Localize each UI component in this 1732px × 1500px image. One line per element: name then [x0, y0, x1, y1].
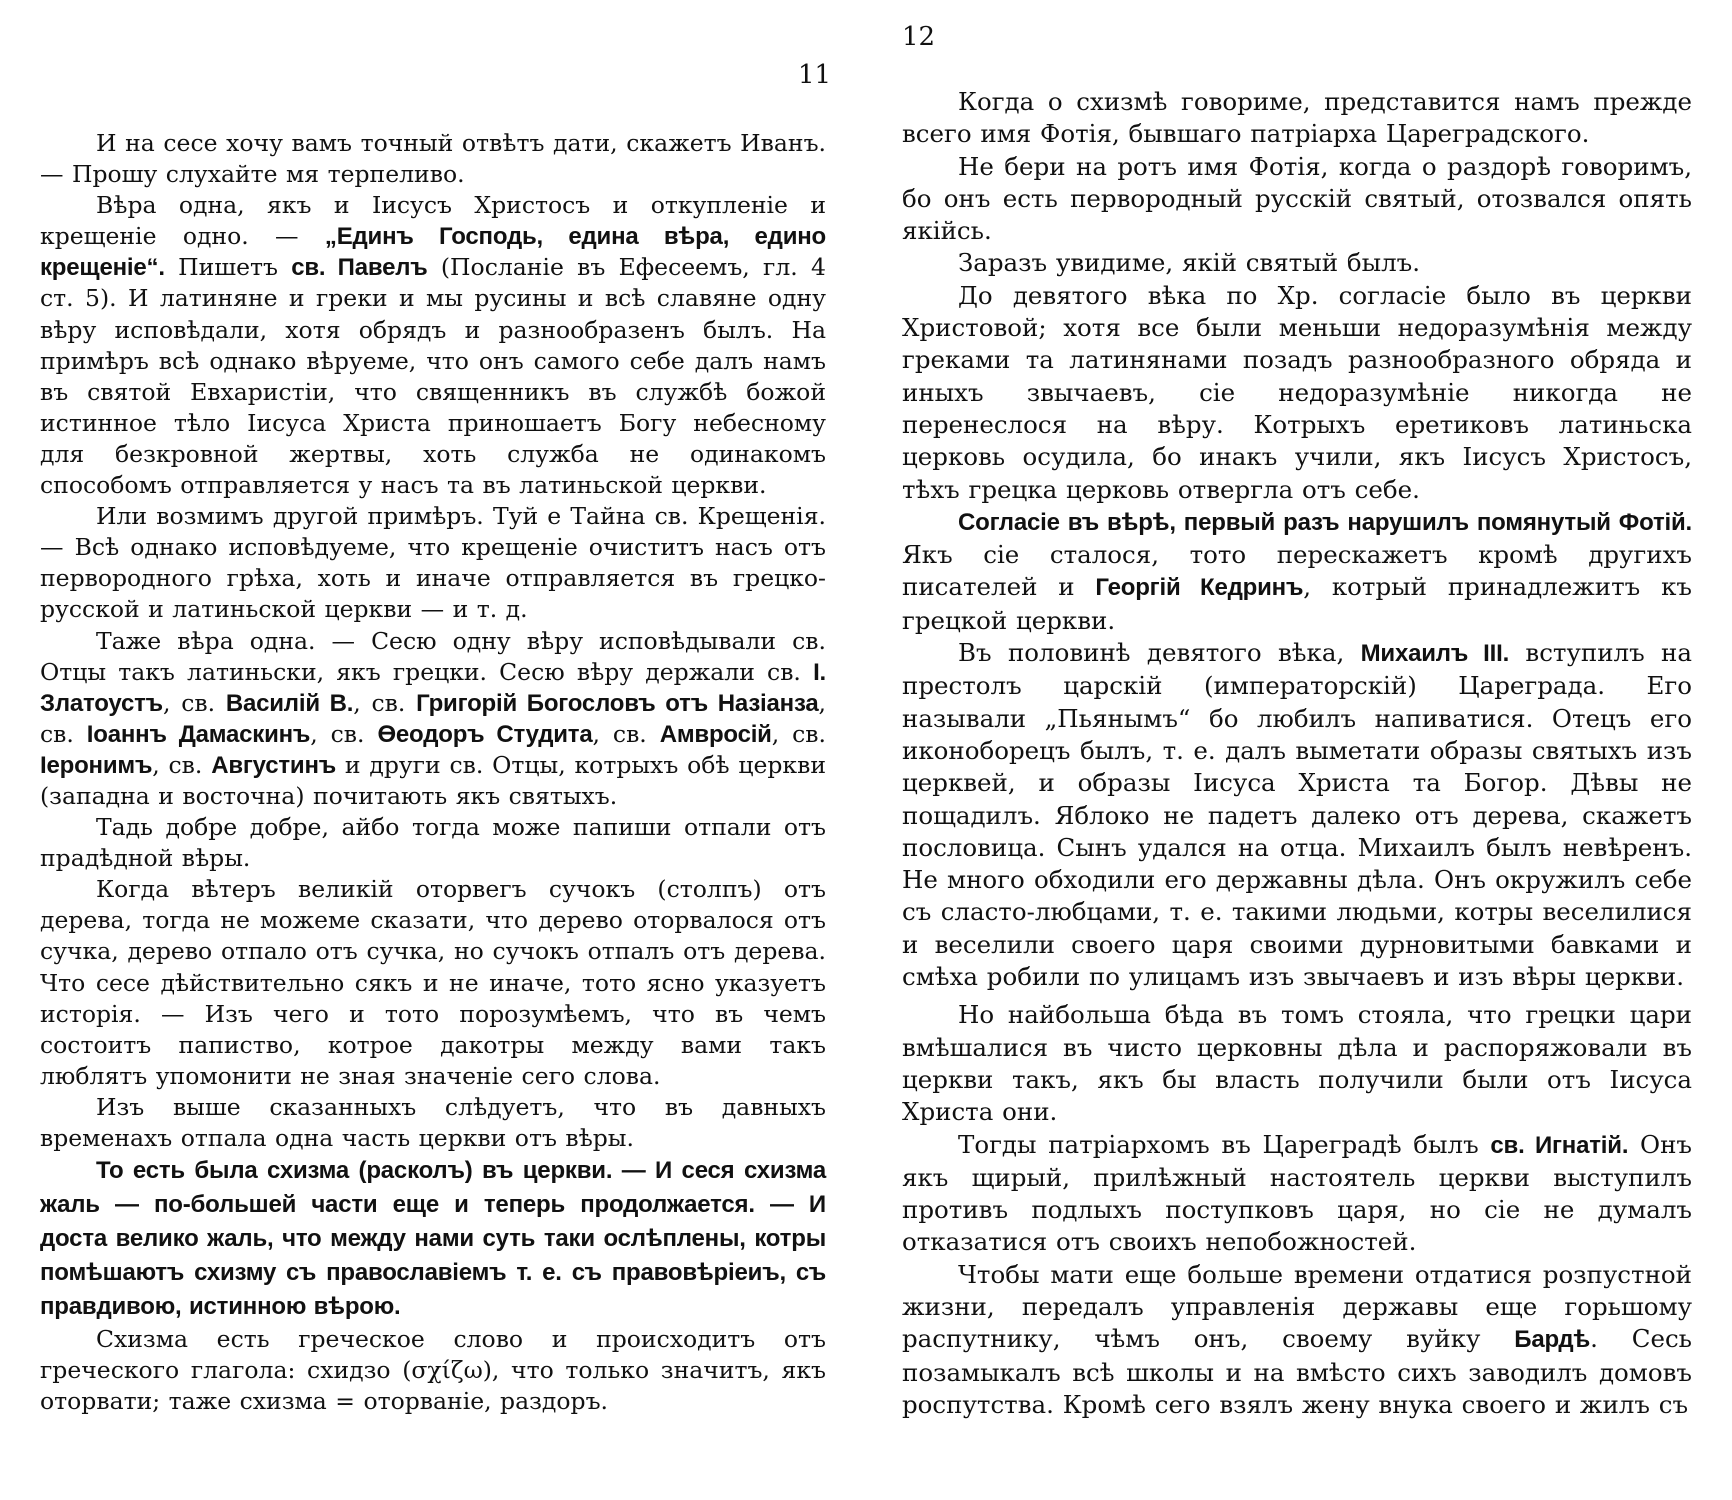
- text-segment: И на сесе хочу вамъ точный отвѣтъ дати, скажетъ Иванъ. — Прошу слухайте мя терпеливо.: [40, 129, 826, 189]
- bold-text: Георгій Кедринъ: [1095, 574, 1304, 602]
- bold-text: св. Игнатій.: [1490, 1131, 1629, 1159]
- paragraph: [902, 1129, 1692, 1259]
- bold-text: Iоаннъ Дамаскинъ: [86, 720, 311, 748]
- paragraph: [902, 999, 1692, 1128]
- bold-text: I. Златоустъ: [40, 658, 826, 717]
- text-segment: Таже вѣра одна. — Сесю одну вѣру исповѣдывали св. Отцы такъ латиньски, якъ грецки. Сесю вѣру держали св.: [40, 626, 826, 686]
- text-segment: , св.: [353, 688, 417, 717]
- text-segment: , св.: [40, 688, 827, 748]
- text-segment: Въ половинѣ девятого вѣка,: [958, 638, 1361, 668]
- text-segment: (Посланіе въ Ефесеемъ, гл. 4 ст. 5). И латиняне и греки и мы русины и всѣ славяне одну вѣру исповѣдали, хотя обрядъ и разнообразенъ былъ. На примѣръ всѣ однако вѣруеме, что онъ самого себе далъ намъ въ святой Евхаристіи, что священникъ въ службѣ божой истинное тѣло Iисуса Христа приношаетъ Богу небесному для безкровной жертвы, хоть служба не одинакомъ способомъ отправляется у насъ та въ латиньской церкви.: [40, 253, 826, 500]
- text-segment: То есть была схизма (расколъ) въ церкви. — И сеся схизма жаль — по-большей части еще и теперь продолжается. — И доста велико жаль, что между нами суть таки ослѣплены, котры помѣшаютъ схизму съ православіемъ т. е. съ правовѣріеиъ, съ правдивою, истинною вѣрою.: [40, 1157, 826, 1321]
- bold-text: Өеодоръ Студита: [377, 720, 593, 748]
- bold-text: Августинъ: [211, 751, 337, 779]
- paragraph: [40, 501, 826, 625]
- text-segment: , св.: [152, 750, 212, 779]
- text-segment: Схизма есть греческое слово и происходитъ отъ греческого глагола: схидзо (σχίζω), что только значитъ, якъ оторвати; таже схизма = оторваніе, раздоръ.: [40, 1325, 826, 1416]
- page-text: [40, 128, 826, 1417]
- paragraph: [902, 1259, 1692, 1421]
- text-segment: Вѣра одна, якъ и Iисусъ Христосъ и откупленіе и крещеніе одно. —: [40, 191, 826, 251]
- bold-text: Согласіе въ вѣрѣ, первый разъ нарушилъ помянутый Фотій.: [958, 508, 1692, 536]
- text-segment: Или возмимъ другой примѣръ. Туй е Тайна св. Крещенія. — Всѣ однако исповѣдуеме, что крещеніе очиститъ насъ отъ первородного грѣха, хоть и иначе отправляется въ грецко-русской и латиньской церкви — и т. д.: [40, 502, 826, 624]
- text-segment: , св.: [310, 719, 378, 748]
- paragraph: [40, 1154, 826, 1324]
- bold-text: Амвросій: [659, 720, 772, 748]
- text-segment: Но найбольша бѣда въ томъ стояла, что грецки цари вмѣшалися въ чисто церковны дѣла и распоряжовали въ церкви такъ, якъ бы власть получили были отъ Iисуса Христа они.: [902, 1000, 1692, 1127]
- text-segment: Якъ сіе сталося, тото перескажетъ кромѣ другихъ писателей и: [902, 540, 1692, 602]
- page-text: [902, 86, 1692, 1421]
- text-segment: , св.: [162, 688, 226, 717]
- text-segment: . Сесь позамыкалъ всѣ школы и на вмѣсто сихъ заводилъ домовъ роспутства. Кромѣ сего взялъ жену внука своего и жилъ съ: [902, 1324, 1693, 1419]
- text-segment: Когда о схизмѣ говориме, представится намъ прежде всего имя Фотія, бывшаго патріарха Цареградского.: [902, 87, 1692, 149]
- paragraph: [902, 86, 1692, 151]
- bold-text: Григорій Богословъ отъ Назіанза: [416, 689, 819, 717]
- page-number: 11: [798, 60, 832, 90]
- text-segment: Онъ якъ щирый, прилѣжный настоятель церкви выступилъ противъ подлыхъ поступковъ царя, но сіе не думалъ отказатися отъ своихъ непобожностей.: [902, 1129, 1692, 1257]
- bold-text: Iеронимъ: [40, 751, 153, 779]
- text-segment: и други св. Отцы, котрыхъ обѣ церкви (западна и восточна) почитають якъ святыхъ.: [40, 750, 826, 810]
- page-number: 12: [902, 22, 936, 52]
- text-segment: До девятого вѣка по Хр. согласіе было въ церкви Христовой; хотя все были меньши недоразумѣнія между греками та латинянами позадъ разнообразного обряда и иныхъ звычаевъ, сіе недоразумѣніе никогда не перенеслося на вѣру. Котрыхъ еретиковъ латиньска церковь осудила, бо инакъ учили, якъ Iисусъ Христосъ, тѣхъ грецка церковь отвергла отъ себе.: [902, 280, 1692, 504]
- paragraph: [40, 1324, 826, 1417]
- text-segment: Изъ выше сказанныхъ слѣдуетъ, что въ давныхъ временахъ отпала одна часть церкви отъ вѣры.: [40, 1092, 826, 1152]
- paragraph: [40, 812, 826, 874]
- text-segment: Не бери на ротъ имя Фотія, когда о раздорѣ говоримъ, бо онъ есть первородный русскій святый, отозвался опять якійсь.: [902, 151, 1692, 246]
- paragraph: [902, 280, 1692, 506]
- text-segment: , св.: [771, 719, 826, 748]
- text-segment: Заразъ увидиме, якій святый былъ.: [958, 248, 1421, 278]
- bold-text: Василій В.: [225, 689, 354, 717]
- paragraph: [40, 1092, 826, 1154]
- bold-text: Михаилъ III.: [1360, 640, 1510, 668]
- paragraph: [902, 637, 1692, 993]
- text-segment: Чтобы мати еще больше времени отдатися розпустной жизни, передалъ управленія державы еще горьшому распутнику, чѣмъ онъ, своему вуйку: [902, 1259, 1692, 1354]
- right-page: [866, 0, 1732, 1500]
- text-segment: вступилъ на престолъ царскій (императорскій) Цареграда. Его называли „Пьянымъ“ бо любилъ напиватися. Отецъ его иконоборецъ былъ, т. е. далъ выметати образы святыхъ изъ церквей, и образы Iисуса Христа та Богор. Дѣвы не пощадилъ. Яблоко не падетъ далеко отъ дерева, скажетъ пословица. Сынъ удался на отца. Михаилъ былъ невѣренъ. Не много обходили его державны дѣла. Онъ окружилъ себе съ сласто-любцами, т. е. такими людьми, котры веселилися и веселили своего царя своими дурновитыми бавками и смѣха робили по улицамъ изъ звычаевъ и изъ вѣры церкви.: [902, 638, 1692, 992]
- text-segment: Пишетъ: [164, 253, 292, 282]
- paragraph: [40, 874, 826, 1092]
- paragraph: [40, 190, 826, 501]
- paragraph: [902, 151, 1692, 248]
- paragraph: [902, 247, 1692, 279]
- text-segment: Тогды патріархомъ въ Цареградѣ былъ: [958, 1129, 1491, 1159]
- text-segment: Когда вѣтеръ великій оторвегъ сучокъ (столпъ) отъ дерева, тогда не можеме сказати, что дерево оторвалося отъ сучка, дерево отпало отъ сучка, но сучокъ отпалъ отъ дерева. Что сесе дѣйствительно сякъ и не иначе, тото ясно указуетъ исторія. — Изъ чего и тото порозумѣемъ, что въ чемъ состоитъ папиство, котрое дакотры между вами такъ люблятъ упомонити не зная значеніе сего слова.: [40, 875, 826, 1090]
- bold-text: „Единъ Господь, едина вѣра, едино крещеніе“.: [40, 223, 827, 282]
- paragraph: [40, 128, 826, 190]
- text-segment: , котрый принадлежитъ къ грецкой церкви.: [902, 572, 1692, 635]
- text-segment: Тадь добре добре, айбо тогда може папиши отпали отъ прадѣдной вѣры.: [40, 813, 826, 873]
- bold-text: св. Павелъ: [291, 254, 428, 282]
- paragraph: [902, 506, 1692, 637]
- paragraph: [40, 626, 826, 813]
- text-segment: , св.: [592, 719, 660, 748]
- bold-text: Бардѣ: [1514, 1326, 1591, 1354]
